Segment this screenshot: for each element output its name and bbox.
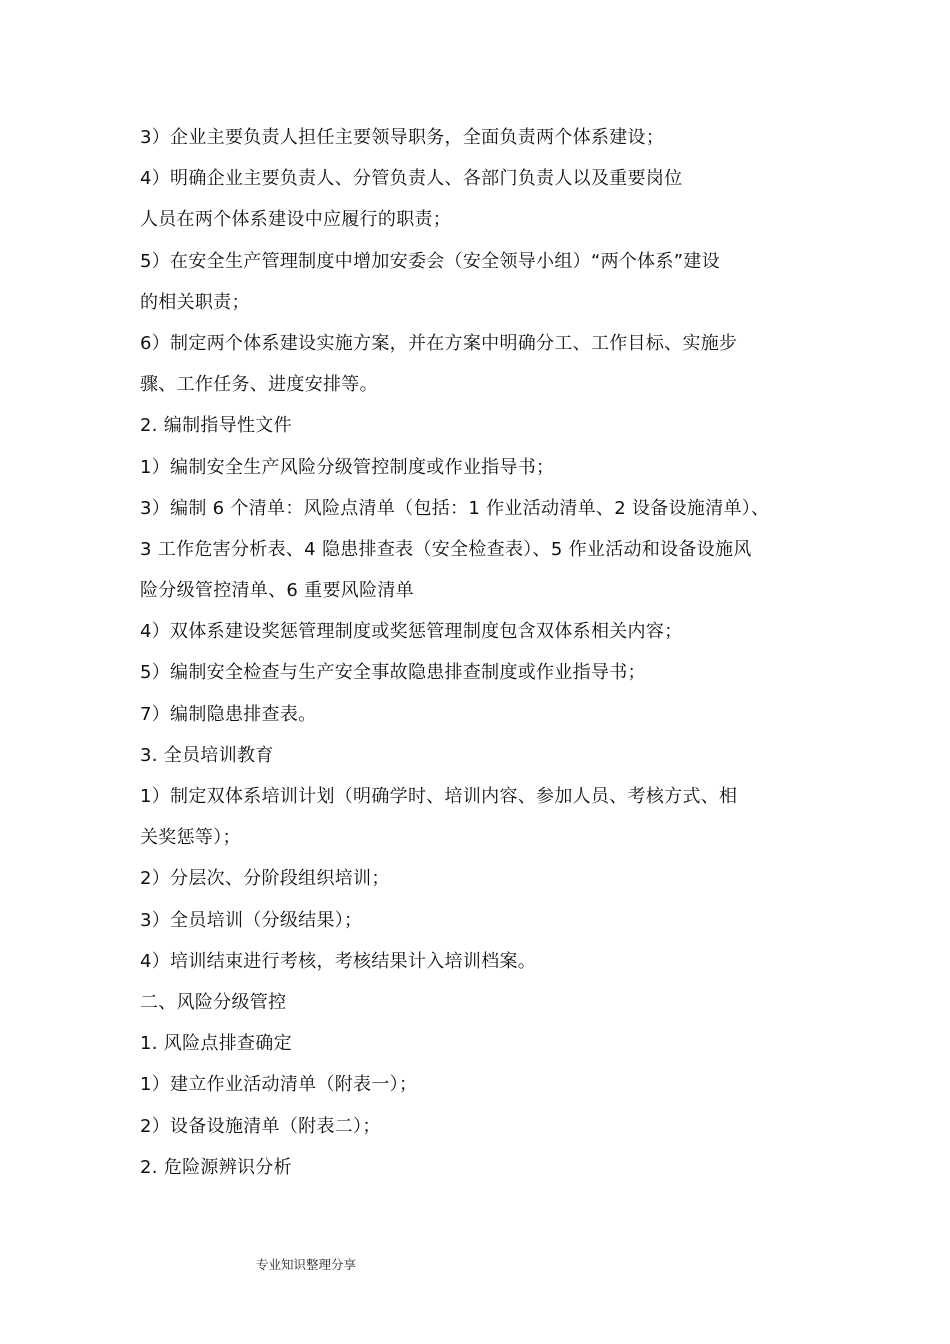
text-line: 2）分层次、分阶段组织培训； bbox=[140, 868, 390, 890]
chapter-heading: 二、风险分级管控 bbox=[140, 991, 287, 1013]
text-line: 3）企业主要负责人担任主要领导职务，全面负责两个体系建设； bbox=[140, 127, 665, 148]
text-line: 险分级管控清单、6 重要风险清单 bbox=[140, 580, 414, 602]
text-line: 骤、工作任务、进度安排等。 bbox=[140, 374, 378, 396]
text-line: 3）全员培训（分级结果）； bbox=[140, 909, 363, 931]
section-heading: 2. 编制指导性文件 bbox=[140, 415, 292, 437]
text-line: 5）编制安全检查与生产安全事故隐患排查制度或作业指导书； bbox=[140, 662, 646, 684]
section-heading: 3. 全员培训教育 bbox=[140, 744, 274, 766]
text-line: 1）建立作业活动清单（附表一）； bbox=[140, 1074, 418, 1096]
document-body bbox=[140, 117, 840, 1188]
text-line: 4）培训结束进行考核，考核结果计入培训档案。 bbox=[140, 950, 537, 972]
text-line: 7）编制隐患排查表。 bbox=[140, 703, 317, 725]
text-line: 6）制定两个体系建设实施方案，并在方案中明确分工、工作目标、实施步 bbox=[140, 332, 738, 354]
text-line: 关奖惩等）； bbox=[140, 827, 241, 849]
text-line: 2）设备设施清单（附表二）； bbox=[140, 1115, 381, 1137]
text-line: 4）明确企业主要负责人、分管负责人、各部门负责人以及重要岗位 bbox=[140, 168, 683, 190]
text-line: 的相关职责； bbox=[140, 291, 250, 313]
text-line: 5）在安全生产管理制度中增加安委会（安全领导小组）“两个体系”建设 bbox=[140, 250, 720, 272]
text-line: 3）编制 6 个清单：风险点清单（包括：1 作业活动清单、2 设备设施清单）、 bbox=[140, 497, 770, 519]
page-footer: 专业知识整理分享 bbox=[256, 1257, 357, 1272]
text-line: 1）制定双体系培训计划（明确学时、培训内容、参加人员、考核方式、相 bbox=[140, 786, 738, 807]
section-heading: 1. 风险点排查确定 bbox=[140, 1033, 292, 1055]
text-line: 4）双体系建设奖惩管理制度或奖惩管理制度包含双体系相关内容； bbox=[140, 621, 683, 643]
text-line: 人员在两个体系建设中应履行的职责； bbox=[140, 209, 452, 231]
text-line: 1）编制安全生产风险分级管控制度或作业指导书； bbox=[140, 456, 555, 478]
section-heading: 2. 危险源辨识分析 bbox=[140, 1156, 292, 1178]
text-line: 3 工作危害分析表、4 隐患排查表（安全检查表）、5 作业活动和设备设施风 bbox=[140, 538, 752, 560]
